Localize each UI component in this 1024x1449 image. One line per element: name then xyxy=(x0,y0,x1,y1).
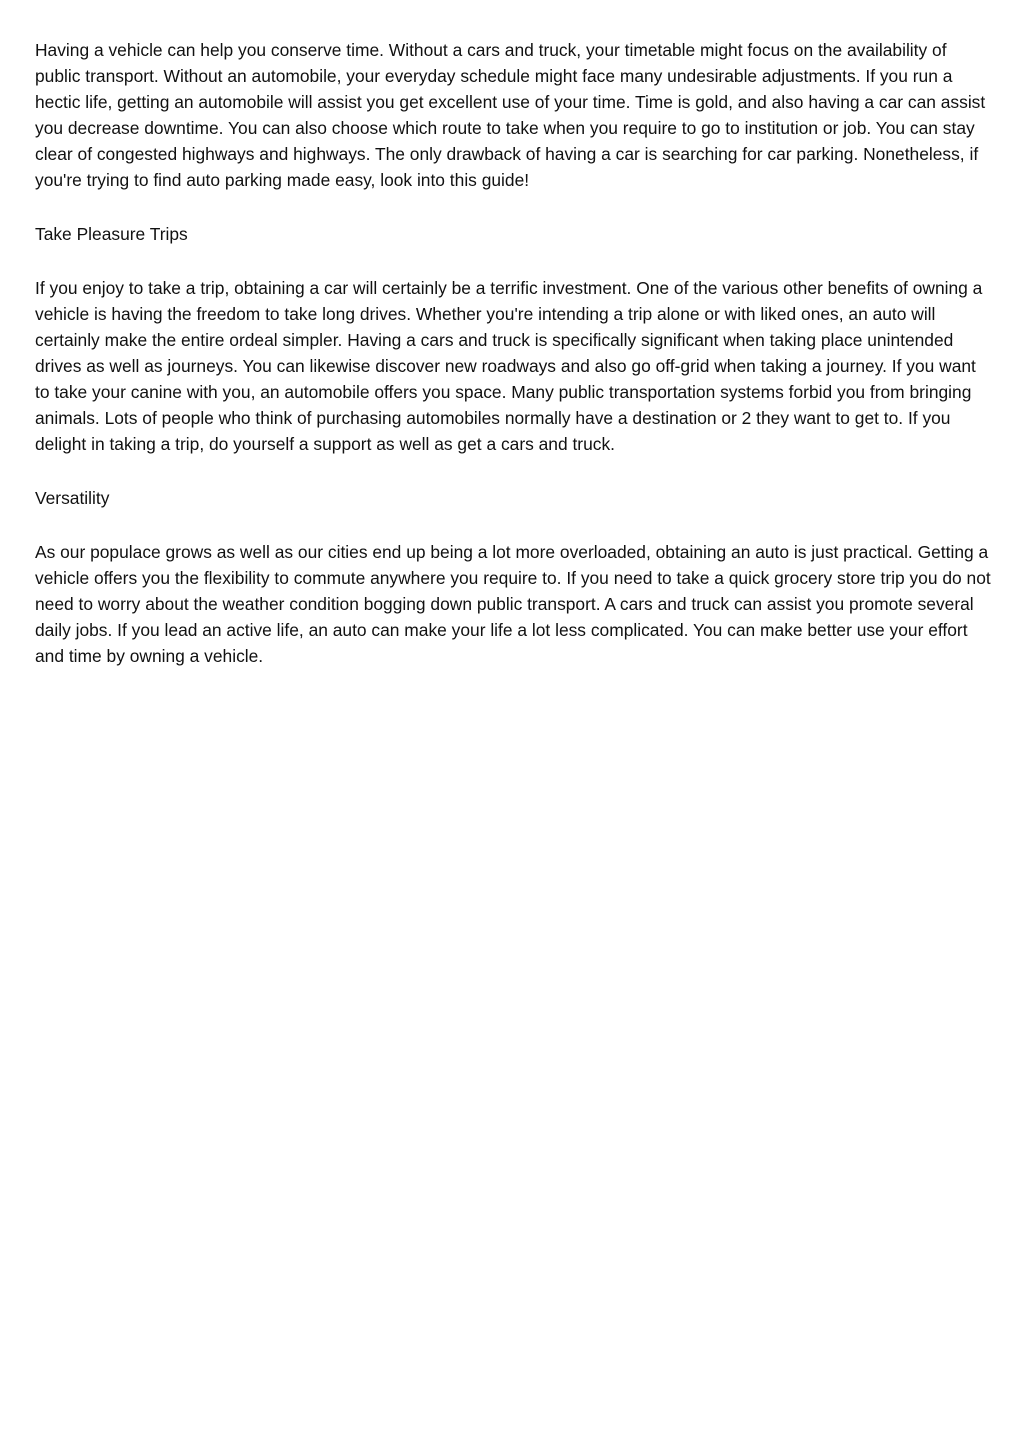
versatility-paragraph: As our populace grows as well as our cities end up being a lot more overloaded, obtaining an auto is just practical. Getting a vehicle offers you the flexibility to commute anywhere you require to. If you need to take a quick grocery store trip you do not need to worry about the weather condition bogging down public transport. A cars and truck can assist you promote several daily jobs. If you lead an active life, an auto can make your life a lot less complicated. You can make better use your effort and time by owning a vehicle. xyxy=(35,542,991,666)
section-heading-pleasure-trips: Take Pleasure Trips xyxy=(35,224,188,244)
pleasure-trips-paragraph: If you enjoy to take a trip, obtaining a car will certainly be a terrific investment. One of the various other benefits of owning a vehicle is having the freedom to take long drives. Whether you're intending a trip alone or with liked ones, an auto will certainly make the entire ordeal simpler. Having a cars and truck is specifically significant when taking place unintended drives as well as journeys. You can likewise discover new roadways and also go off-grid when taking a journey. If you want to take your canine with you, an automobile offers you space. Many public transportation systems forbid you from bringing animals. Lots of people who think of purchasing automobiles normally have a destination or 2 they want to get to. If you delight in taking a trip, do yourself a support as well as get a cars and truck. xyxy=(35,278,983,454)
section-heading-versatility: Versatility xyxy=(35,488,110,508)
intro-paragraph: Having a vehicle can help you conserve time. Without a cars and truck, your timetable might focus on the availability of public transport. Without an automobile, your everyday schedule might face many undesirable adjustments. If you run a hectic life, getting an automobile will assist you get excellent use of your time. Time is gold, and also having a car can assist you decrease downtime. You can also choose which route to take when you require to go to institution or job. You can stay clear of congested highways and highways. The only drawback of having a car is searching for car parking. Nonetheless, if you're trying to find auto parking made easy, look into this guide! xyxy=(35,40,986,190)
document-body xyxy=(35,37,995,697)
